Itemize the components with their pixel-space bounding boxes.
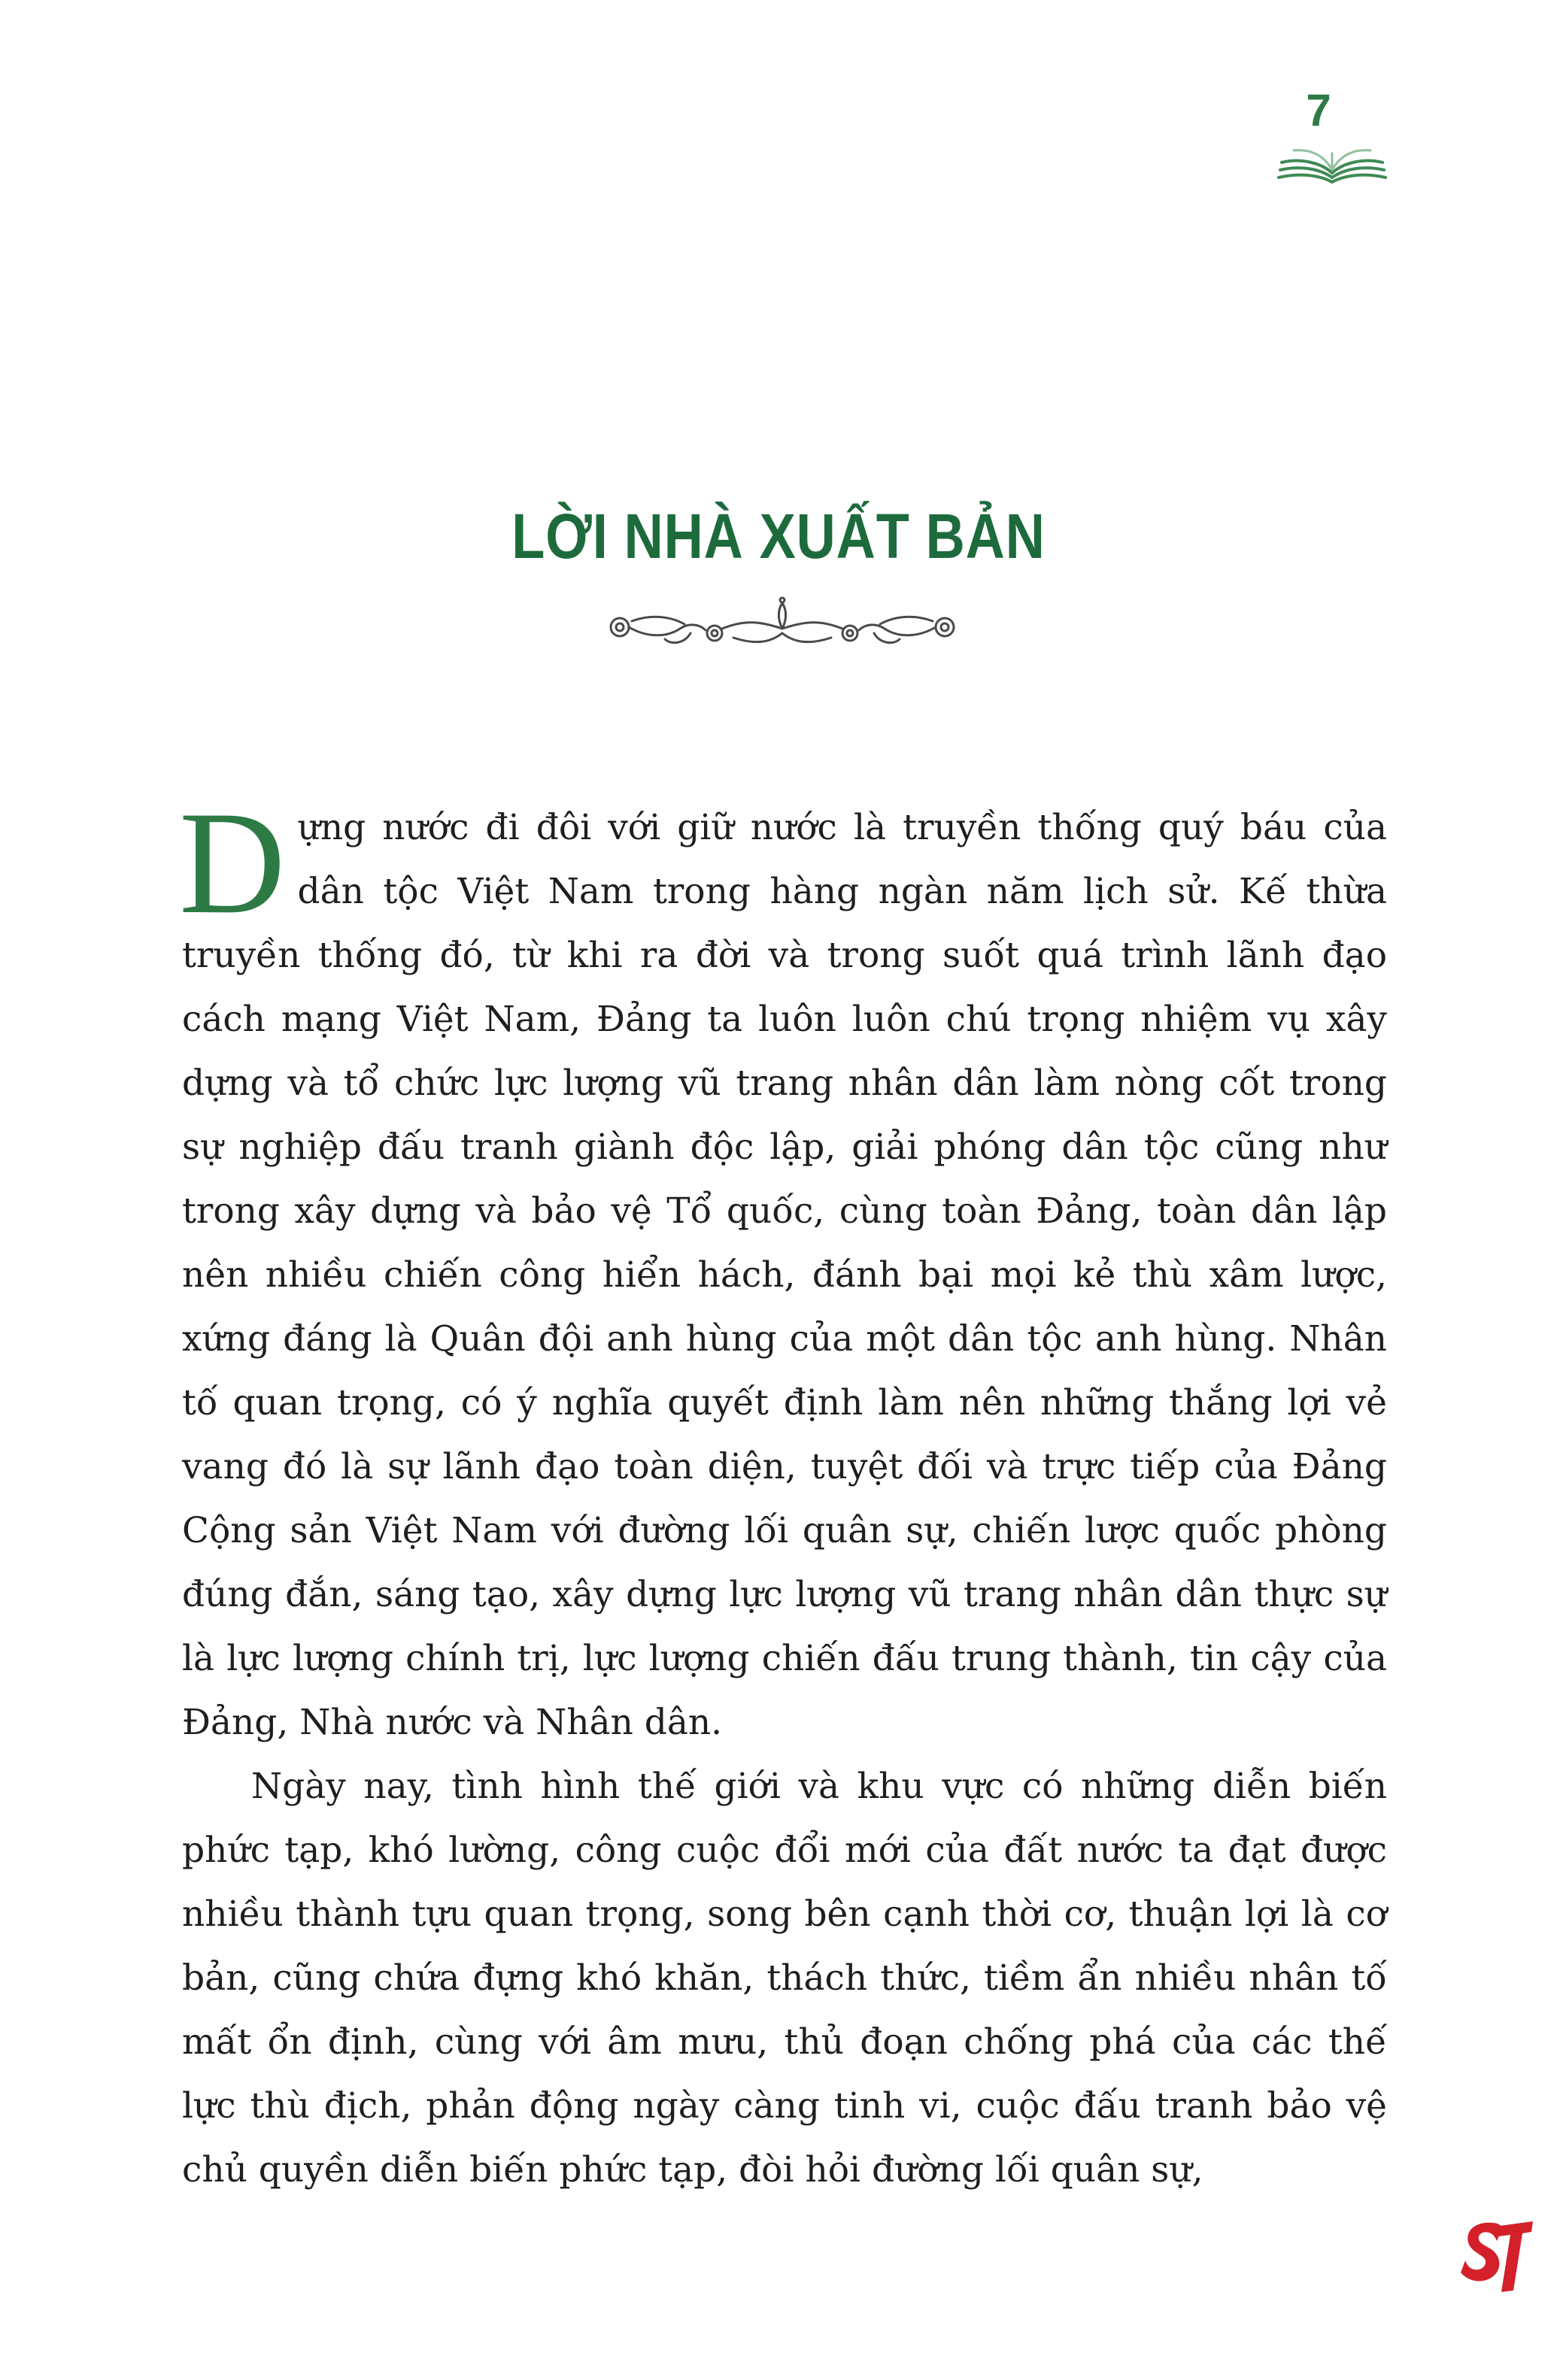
paragraph-1: [179, 781, 1387, 1754]
paragraph-2: Ngày nay, tình hình thế giới và khu vực có những diễn biến phức tạp, khó lường, công cuộc đổi mới của đất nước ta đạt được nhiều thành tựu quan trọng, song bên cạnh thời cơ, thuận lợi là cơ bản, cũng chứa đựng khó khăn, thách thức, tiềm ẩn nhiều nhân tố mất ổn định, cùng với âm mưu, thủ đoạn chống phá của các thế lực thù địch, phản động ngày càng tinh vi, cuộc đấu tranh bảo vệ chủ quyền diễn biến phức tạp, đòi hỏi đường lối quân sự,: [182, 1766, 1387, 2191]
drop-cap: D: [179, 781, 286, 944]
page-number: 7: [1306, 85, 1331, 135]
page-title: LỜI NHÀ XUẤT BẢN: [511, 501, 1046, 572]
body-text: [179, 781, 1387, 2202]
publisher-logo-icon: [1459, 2215, 1534, 2298]
flourish-ornament-icon: [602, 594, 963, 662]
paragraph-1-text: ựng nước đi đôi với giữ nước là truyền thống quý báu của dân tộc Việt Nam trong hàng ngàn năm lịch sử. Kế thừa truyền thống đó, từ khi ra đời và trong suốt quá trình lãnh đạo cách mạng Việt Nam, Đảng ta luôn luôn chú trọng nhiệm vụ xây dựng và tổ chức lực lượng vũ trang nhân dân làm nòng cốt trong sự nghiệp đấu tranh giành độc lập, giải phóng dân tộc cũng như trong xây dựng và bảo vệ Tổ quốc, cùng toàn Đảng, toàn dân lập nên nhiều chiến công hiển hách, đánh bại mọi kẻ thù xâm lược, xứng đáng là Quân đội anh hùng của một dân tộc anh hùng. Nhân tố quan trọng, có ý nghĩa quyết định làm nên những thắng lợi vẻ vang đó là sự lãnh đạo toàn diện, tuyệt đối và trực tiếp của Đảng Cộng sản Việt Nam với đường lối quân sự, chiến lược quốc phòng đúng đắn, sáng tạo, xây dựng lực lượng vũ trang nhân dân thực sự là lực lượng chính trị, lực lượng chiến đấu trung thành, tin cậy của Đảng, Nhà nước và Nhân dân.: [182, 807, 1387, 1743]
open-book-icon: [1277, 140, 1387, 185]
logo-text: ST: [1459, 2215, 1461, 2216]
